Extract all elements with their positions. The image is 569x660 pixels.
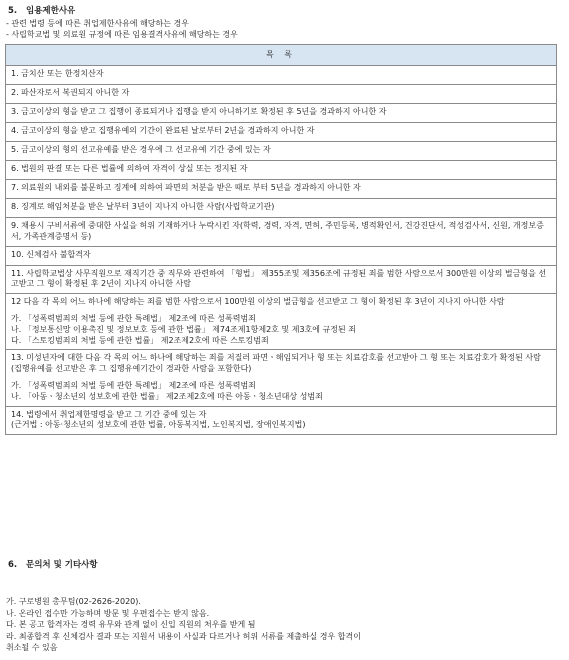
table-row [6, 142, 557, 161]
note-item: 취소될 수 있음 [6, 643, 58, 653]
table-row [6, 104, 557, 123]
row-text: 14. 법령에서 취업제한명령을 받고 그 기간 중에 있는 자 [11, 409, 207, 419]
section-5-title-text: 임용제한사유 [26, 6, 76, 16]
note-item: 가. 구로병원 총무팀(02-2626-2020). [6, 597, 141, 606]
section-6-title [8, 560, 98, 571]
row-text: 9. 채용시 구비서류에 중대한 사실을 허위 기재하거나 누락시킨 자(학력, 경력, 자격, 면허, 주민등록, 병적확인서, 건강진단서, 적성검사서, 신원, 개정보증서, 가족관계증명서 등) [11, 221, 544, 241]
table-row [6, 199, 557, 218]
table-header: 목 록 [6, 45, 557, 66]
row-text: 5. 금고이상의 형의 선고유예를 받은 경우에 그 선고유예 기간 중에 있는 자 [11, 145, 271, 154]
row-text: 3. 금고이상의 형을 받고 그 집행이 종료되거나 집행을 받지 아니하기로 확정된 후 5년을 경과하지 아니한 자 [11, 107, 387, 116]
section-5-lead-2: - 사립학교법 및 의료원 규정에 따른 임용결격사유에 해당하는 경우 [6, 30, 238, 39]
row-text: 8. 징계로 해임처분을 받은 날부터 3년이 지나지 아니한 사람(사립학교기관) [11, 202, 275, 211]
table-row [6, 294, 557, 350]
restriction-table [5, 44, 557, 435]
note-item: 다. 본 공고 합격자는 경력 유무와 관계 없이 신입 직원의 처우를 받게 됨 [6, 620, 256, 630]
row-sub-item: 나. 「아동ㆍ청소년의 성보호에 관한 법률」 제2조제2호에 따른 아동ㆍ청소년대상 성범죄 [11, 391, 323, 401]
row-sub-item: 가. 「성폭력범죄의 처벌 등에 관한 특례법」 제2조에 따른 성폭력범죄 [11, 380, 256, 390]
row-sub-item: 가. 「성폭력범죄의 처벌 등에 관한 특례법」 제2조에 따른 성폭력범죄 [11, 313, 256, 323]
table-row [6, 123, 557, 142]
row-text: 6. 법원의 판결 또는 다른 법률에 의하여 자격이 상실 또는 정지된 자 [11, 164, 248, 173]
note-item: 라. 최종합격 후 신체검사 결과 또는 지원서 내용이 사실과 다르거나 허위 서류를 제출하실 경우 합격이 [6, 631, 361, 641]
row-text: 1. 금치산 또는 한정치산자 [11, 69, 104, 78]
row-sub-item: 다. 「스토킹범죄의 처벌 등에 관한 법률」 제2조제2호에 따른 스토킹범죄 [11, 335, 269, 345]
row-sub-item: 나. 「정보통신망 이용촉진 및 정보보호 등에 관한 법률」 제74조제1항제2호 및 제3호에 규정된 죄 [11, 324, 356, 334]
note-item: 나. 온라인 접수만 가능하며 방문 및 우편접수는 받지 않음. [6, 608, 210, 618]
section-5-number: 5. [8, 6, 18, 16]
row-text: 7. 의료원의 내외를 불문하고 징계에 의하여 파면의 처분을 받은 때로 부터 5년을 경과하지 아니한 자 [11, 183, 361, 192]
row-text: 2. 파산자로서 복권되지 아니한 자 [11, 88, 130, 97]
table-row [6, 350, 557, 406]
section-5-title [8, 6, 75, 17]
row-text: 13. 미성년자에 대한 다음 각 목의 어느 하나에 해당하는 죄를 저질러 파면ㆍ해임되거나 형 또는 치료감호를 선고받아 그 형 또는 치료감호가 확정된 사람(집행유예를 선고받은 후 그 집행유예기간이 경과한 사람을 포함한다) [11, 353, 541, 374]
section-6-number: 6. [8, 560, 18, 570]
row-text: 12 다음 각 목의 어느 하나에 해당하는 죄를 범한 사람으로서 100만원 이상의 벌금형을 선고받고 그 형이 확정된 후 3년이 지나지 아니한 사람 [11, 297, 505, 307]
table-row [6, 265, 557, 294]
row-text: 4. 금고이상의 형을 받고 집행유예의 기간이 완료된 날로부터 2년을 경과하지 아니한 자 [11, 126, 315, 135]
table-row [6, 246, 557, 265]
table-row [6, 161, 557, 180]
table-row [6, 66, 557, 85]
row-text: 10. 신체검사 불합격자 [11, 249, 91, 259]
section-6-notes [6, 596, 361, 654]
table-row [6, 406, 557, 435]
table-row [6, 85, 557, 104]
section-6-title-text: 문의처 및 기타사항 [26, 560, 98, 570]
row-text: 11. 사립학교법상 사무직원으로 재직기간 중 직무와 관련하여 「형법」 제355조및 제356조에 규정된 죄를 범한 사람으로서 300만원 이상의 벌금형을 선고받고 그 형이 확정된 후 2년이 지나지 아니한 사람 [11, 268, 547, 289]
table-row [6, 218, 557, 247]
section-5-lead-1: - 관련 법령 등에 따른 취업제한사유에 해당하는 경우 [6, 19, 189, 28]
table-row [6, 180, 557, 199]
row-sub-item: (근거법 : 아동·청소년의 성보호에 관한 법률, 아동복지법, 노인복지법, 장애인복지법) [11, 420, 306, 430]
